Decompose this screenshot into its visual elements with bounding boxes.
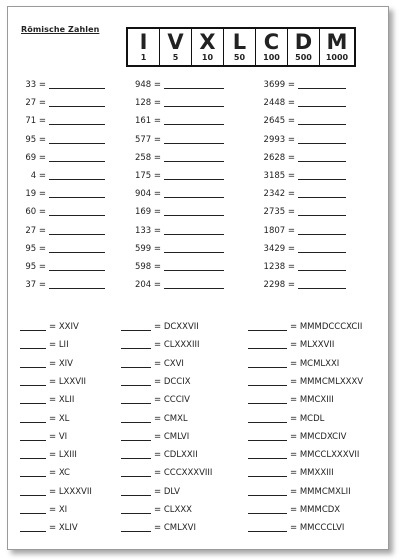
roman-numeral-label: = LXXXVII: [49, 486, 92, 497]
arabic-number-label: 161 =: [134, 116, 161, 127]
arabic-exercise-row: [18, 96, 105, 108]
roman-exercise-row: [20, 521, 78, 533]
arabic-exercise-row: [18, 78, 105, 90]
answer-blank[interactable]: [164, 87, 224, 89]
roman-numeral-label: = MMMCMXLII: [290, 486, 351, 497]
answer-blank[interactable]: [121, 329, 151, 331]
arabic-exercise-row: [256, 114, 346, 126]
answer-blank[interactable]: [298, 214, 346, 216]
arabic-number-label: 258 =: [134, 152, 161, 163]
answer-blank[interactable]: [20, 329, 46, 331]
arabic-number-label: 69 =: [25, 152, 46, 163]
answer-blank[interactable]: [164, 287, 224, 289]
roman-exercise-row: [121, 412, 188, 424]
answer-blank[interactable]: [20, 402, 46, 404]
roman-exercise-row: [248, 320, 362, 332]
arabic-exercise-row: [256, 187, 346, 199]
roman-exercise-row: [121, 448, 198, 460]
arabic-exercise-row: [18, 205, 105, 217]
roman-exercise-row: [248, 375, 363, 387]
answer-blank[interactable]: [20, 475, 46, 477]
arabic-exercise-row: [132, 96, 224, 108]
arabic-number-label: 95 =: [25, 262, 46, 272]
arabic-exercise-row: [256, 278, 346, 290]
roman-exercise-row: [248, 357, 339, 369]
roman-exercise-row: [20, 357, 73, 369]
answer-blank[interactable]: [248, 329, 287, 331]
roman-numeral-label: = CMXL: [154, 413, 188, 424]
roman-numeral-label: = MCMLXXI: [290, 358, 340, 369]
answer-blank[interactable]: [20, 512, 46, 514]
legend-cell: [128, 29, 160, 65]
arabic-number-label: 204 =: [134, 280, 161, 291]
arabic-number-label: 3699 =: [263, 80, 295, 90]
arabic-number-label: 3429 =: [263, 243, 295, 254]
arabic-exercise-row: [18, 224, 105, 236]
answer-blank[interactable]: [49, 105, 105, 107]
arabic-exercise-row: [132, 133, 224, 145]
arabic-number-label: 169 =: [134, 207, 161, 218]
legend-cell: [224, 29, 256, 65]
answer-blank[interactable]: [298, 251, 346, 253]
answer-blank[interactable]: [298, 178, 346, 180]
roman-numeral-label: = DCCIX: [154, 376, 191, 387]
roman-exercise-row: [121, 485, 180, 497]
arabic-exercise-row: [256, 260, 346, 272]
arabic-exercise-row: [18, 187, 105, 199]
arabic-exercise-row: [256, 169, 346, 181]
answer-blank[interactable]: [49, 251, 105, 253]
legend-cell: [320, 29, 354, 65]
answer-blank[interactable]: [164, 178, 224, 180]
answer-blank[interactable]: [248, 384, 287, 386]
arabic-number-label: 33 =: [25, 80, 46, 90]
answer-blank[interactable]: [49, 233, 105, 235]
roman-numeral-label: = DCXXVII: [154, 322, 199, 332]
roman-numeral-label: = XXIV: [49, 322, 79, 332]
arabic-number-label: 27 =: [25, 225, 46, 236]
arabic-exercise-row: [132, 278, 224, 290]
answer-blank[interactable]: [298, 123, 346, 125]
roman-numeral-label: = LXXVII: [49, 376, 87, 387]
answer-blank[interactable]: [20, 421, 46, 423]
answer-blank[interactable]: [248, 366, 287, 368]
arabic-number-label: 2448 =: [263, 98, 295, 109]
roman-exercise-row: [121, 466, 212, 478]
legend-value: 10: [201, 53, 214, 62]
roman-numeral-label: = CDLXXII: [154, 450, 198, 461]
roman-exercise-row: [248, 485, 351, 497]
answer-blank[interactable]: [20, 494, 46, 496]
roman-numeral-label: = XI: [49, 505, 68, 515]
roman-numeral-label: = MMCXIII: [290, 395, 334, 406]
answer-blank[interactable]: [164, 123, 224, 125]
answer-blank[interactable]: [164, 214, 224, 216]
arabic-exercise-row: [18, 169, 105, 181]
answer-blank[interactable]: [20, 457, 46, 459]
legend-symbol: L: [232, 30, 247, 54]
arabic-exercise-row: [132, 224, 224, 236]
answer-blank[interactable]: [248, 494, 287, 496]
answer-blank[interactable]: [121, 475, 151, 477]
legend-cell: [256, 29, 288, 65]
arabic-exercise-row: [256, 151, 346, 163]
answer-blank[interactable]: [298, 196, 346, 198]
roman-numeral-label: = XIV: [49, 358, 73, 369]
arabic-exercise-row: [256, 133, 346, 145]
arabic-exercise-row: [18, 151, 105, 163]
arabic-number-label: 2342 =: [263, 189, 295, 200]
arabic-number-label: 95 =: [25, 134, 46, 145]
legend-value: 50: [233, 53, 246, 62]
roman-numeral-label: = MMMDCCCXCII: [290, 322, 363, 332]
answer-blank[interactable]: [248, 439, 287, 441]
roman-numeral-label: = CCCIV: [154, 395, 190, 406]
answer-blank[interactable]: [121, 384, 151, 386]
legend-cell: [160, 29, 192, 65]
roman-exercise-row: [248, 448, 359, 460]
roman-exercise-row: [20, 338, 69, 350]
legend-symbol: C: [263, 30, 280, 54]
roman-numeral-label: = MMCCCLVI: [290, 523, 345, 534]
answer-blank[interactable]: [20, 384, 46, 386]
roman-exercise-row: [20, 320, 79, 332]
roman-numeral-label: = LII: [49, 340, 69, 351]
answer-blank[interactable]: [49, 87, 105, 89]
answer-blank[interactable]: [164, 196, 224, 198]
answer-blank[interactable]: [164, 160, 224, 162]
arabic-exercise-row: [132, 260, 224, 272]
arabic-exercise-row: [18, 260, 105, 272]
arabic-number-label: 19 =: [25, 189, 46, 200]
arabic-exercise-row: [256, 96, 346, 108]
roman-numeral-legend: [126, 27, 356, 67]
answer-blank[interactable]: [121, 347, 151, 349]
legend-value: 1000: [325, 53, 349, 62]
answer-blank[interactable]: [248, 475, 287, 477]
answer-blank[interactable]: [49, 123, 105, 125]
answer-blank[interactable]: [121, 439, 151, 441]
arabic-exercise-row: [132, 205, 224, 217]
arabic-number-label: 4 =: [30, 171, 46, 181]
roman-numeral-label: = XC: [49, 468, 70, 479]
roman-exercise-row: [248, 412, 324, 424]
roman-exercise-row: [121, 521, 196, 533]
roman-exercise-row: [121, 338, 199, 350]
arabic-exercise-row: [18, 242, 105, 254]
answer-blank[interactable]: [121, 512, 151, 514]
arabic-number-label: 175 =: [134, 171, 161, 181]
answer-blank[interactable]: [298, 287, 346, 289]
answer-blank[interactable]: [164, 105, 224, 107]
answer-blank[interactable]: [121, 421, 151, 423]
roman-exercise-row: [248, 430, 346, 442]
arabic-exercise-row: [18, 278, 105, 290]
page-title: Römische Zahlen: [21, 25, 100, 34]
arabic-number-label: 2628 =: [263, 152, 295, 163]
legend-symbol: V: [167, 30, 184, 54]
arabic-number-label: 1238 =: [263, 262, 295, 272]
legend-symbol: M: [326, 30, 348, 54]
roman-numeral-label: = XLIV: [49, 523, 78, 534]
roman-exercise-row: [248, 466, 334, 478]
answer-blank[interactable]: [164, 269, 224, 271]
legend-cell: [288, 29, 320, 65]
roman-numeral-label: = MCDL: [290, 413, 325, 424]
answer-blank[interactable]: [49, 160, 105, 162]
arabic-exercise-row: [256, 242, 346, 254]
roman-exercise-row: [20, 393, 74, 405]
arabic-number-label: 128 =: [134, 98, 161, 109]
arabic-number-label: 598 =: [134, 262, 161, 272]
answer-blank[interactable]: [20, 439, 46, 441]
arabic-exercise-row: [132, 114, 224, 126]
legend-cell: [192, 29, 224, 65]
arabic-number-label: 2993 =: [263, 134, 295, 145]
answer-blank[interactable]: [248, 457, 287, 459]
arabic-number-label: 37 =: [25, 280, 46, 291]
arabic-exercise-row: [18, 114, 105, 126]
arabic-number-label: 95 =: [25, 243, 46, 254]
answer-blank[interactable]: [49, 178, 105, 180]
arabic-exercise-row: [132, 78, 224, 90]
roman-numeral-label: = CXVI: [154, 358, 184, 369]
roman-exercise-row: [248, 338, 334, 350]
roman-exercise-row: [121, 393, 190, 405]
arabic-number-label: 2645 =: [263, 116, 295, 127]
arabic-exercise-row: [256, 205, 346, 217]
worksheet-page: [7, 6, 389, 550]
arabic-exercise-row: [132, 242, 224, 254]
answer-blank[interactable]: [248, 347, 287, 349]
legend-value: 500: [295, 53, 312, 62]
legend-symbol: X: [199, 30, 216, 54]
roman-numeral-label: = CMLVI: [154, 431, 190, 442]
roman-exercise-row: [248, 393, 334, 405]
answer-blank[interactable]: [49, 142, 105, 144]
roman-exercise-row: [121, 430, 189, 442]
roman-exercise-row: [121, 320, 199, 332]
roman-exercise-row: [121, 357, 184, 369]
roman-exercise-row: [20, 375, 86, 387]
roman-exercise-row: [20, 412, 69, 424]
arabic-number-label: 133 =: [134, 225, 161, 236]
roman-numeral-label: = CLXXX: [154, 505, 192, 515]
answer-blank[interactable]: [298, 142, 346, 144]
arabic-number-label: 3185 =: [263, 171, 295, 181]
answer-blank[interactable]: [248, 402, 287, 404]
answer-blank[interactable]: [248, 530, 287, 532]
arabic-number-label: 2735 =: [263, 207, 295, 218]
answer-blank[interactable]: [49, 287, 105, 289]
roman-numeral-label: = MMCCLXXXVII: [290, 450, 360, 461]
legend-symbol: I: [139, 30, 148, 54]
roman-exercise-row: [248, 503, 340, 515]
roman-numeral-label: = CLXXXIII: [154, 340, 200, 351]
roman-numeral-label: = CMLXVI: [154, 523, 196, 534]
roman-exercise-row: [121, 503, 192, 515]
roman-numeral-label: = MMXXIII: [290, 468, 334, 479]
arabic-exercise-row: [18, 133, 105, 145]
arabic-number-label: 904 =: [134, 189, 161, 200]
roman-exercise-row: [248, 521, 344, 533]
answer-blank[interactable]: [248, 512, 287, 514]
arabic-number-label: 2298 =: [263, 280, 295, 291]
roman-exercise-row: [20, 466, 70, 478]
answer-blank[interactable]: [121, 457, 151, 459]
answer-blank[interactable]: [298, 160, 346, 162]
answer-blank[interactable]: [298, 105, 346, 107]
arabic-number-label: 948 =: [134, 80, 161, 90]
arabic-number-label: 1807 =: [263, 225, 295, 236]
arabic-exercise-row: [256, 78, 346, 90]
answer-blank[interactable]: [49, 269, 105, 271]
legend-value: 100: [263, 53, 280, 62]
answer-blank[interactable]: [248, 421, 287, 423]
arabic-exercise-row: [132, 187, 224, 199]
roman-numeral-label: = DLV: [154, 486, 180, 497]
roman-numeral-label: = LXIII: [49, 450, 77, 461]
roman-numeral-label: = MMMCMLXXXV: [290, 376, 364, 387]
answer-blank[interactable]: [20, 366, 46, 368]
roman-numeral-label: = XL: [49, 413, 70, 424]
roman-exercise-row: [20, 448, 77, 460]
arabic-number-label: 27 =: [25, 98, 46, 109]
answer-blank[interactable]: [49, 196, 105, 198]
legend-value: 5: [172, 53, 179, 62]
answer-blank[interactable]: [121, 366, 151, 368]
roman-numeral-label: = MLXXVII: [290, 340, 335, 351]
answer-blank[interactable]: [121, 530, 151, 532]
answer-blank[interactable]: [298, 269, 346, 271]
roman-exercise-row: [20, 485, 92, 497]
answer-blank[interactable]: [49, 214, 105, 216]
roman-numeral-label: = MMMCDX: [290, 505, 341, 515]
answer-blank[interactable]: [121, 402, 151, 404]
roman-numeral-label: = MMCDXCIV: [290, 431, 347, 442]
legend-symbol: D: [294, 30, 313, 54]
answer-blank[interactable]: [121, 494, 151, 496]
roman-numeral-label: = VI: [49, 431, 68, 442]
legend-value: 1: [140, 53, 147, 62]
roman-exercise-row: [121, 375, 191, 387]
roman-exercise-row: [20, 503, 67, 515]
arabic-number-label: 599 =: [134, 243, 161, 254]
arabic-exercise-row: [132, 169, 224, 181]
answer-blank[interactable]: [20, 347, 46, 349]
arabic-number-label: 577 =: [134, 134, 161, 145]
roman-numeral-label: = XLII: [49, 395, 75, 406]
roman-exercise-row: [20, 430, 67, 442]
roman-numeral-label: = CCCXXXVIII: [154, 468, 213, 479]
answer-blank[interactable]: [164, 233, 224, 235]
arabic-number-label: 71 =: [25, 116, 46, 127]
answer-blank[interactable]: [298, 87, 346, 89]
answer-blank[interactable]: [298, 233, 346, 235]
arabic-exercise-row: [256, 224, 346, 236]
answer-blank[interactable]: [164, 251, 224, 253]
arabic-number-label: 60 =: [25, 207, 46, 218]
answer-blank[interactable]: [164, 142, 224, 144]
arabic-exercise-row: [132, 151, 224, 163]
answer-blank[interactable]: [20, 530, 46, 532]
